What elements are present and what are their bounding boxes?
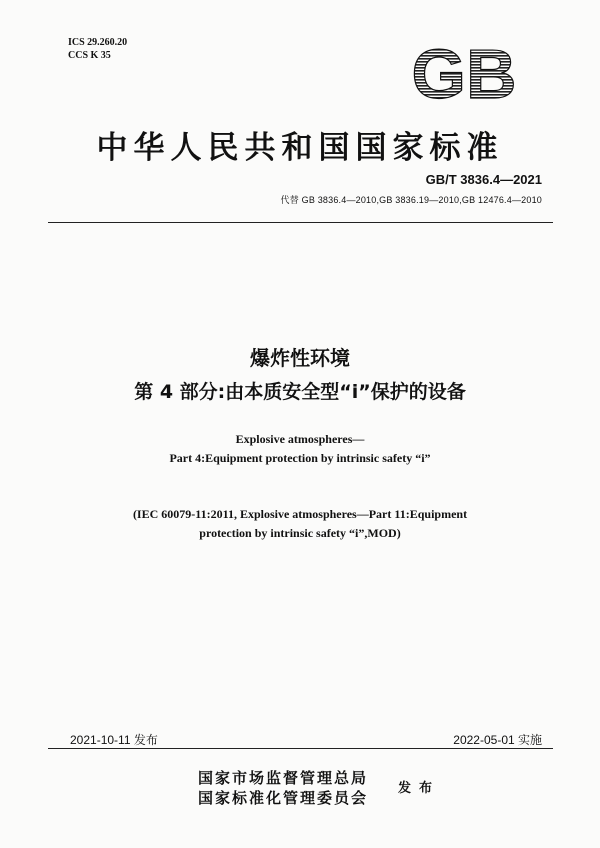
iec-reference-line2: protection by intrinsic safety “i”,MOD)	[199, 526, 401, 540]
issue-date: 2021-10-11 发布	[70, 733, 158, 747]
title-cn-line2: 第 4 部分:由本质安全型“i”保护的设备	[134, 381, 466, 403]
ics-code: ICS 29.260.20	[68, 37, 128, 48]
standard-number: GB/T 3836.4—2021	[425, 172, 542, 187]
footer-divider	[48, 748, 553, 749]
title-cn-line1: 爆炸性环境	[250, 346, 350, 370]
ccs-code: CCS K 35	[68, 50, 111, 61]
gb-logo-text: GB	[411, 40, 517, 104]
issuer-samr: 国家市场监督管理总局	[198, 769, 369, 787]
classification-codes	[68, 36, 127, 62]
title-en-line1: Explosive atmospheres—	[235, 432, 365, 446]
iec-reference-line1: (IEC 60079-11:2011, Explosive atmospheres—Part 11:Equipment	[132, 507, 468, 521]
issuing-authorities	[198, 768, 368, 808]
gb-logo-icon	[404, 40, 524, 104]
standard-type-title: 中华人民共和国国家标准	[96, 130, 504, 166]
implement-date: 2022-05-01 实施	[453, 733, 542, 747]
header-divider	[48, 222, 553, 223]
title-en-line2: Part 4:Equipment protection by intrinsic safety “i”	[169, 451, 431, 465]
issuer-sac: 国家标准化管理委员会	[198, 789, 369, 807]
publish-label: 发布	[398, 781, 441, 796]
replaces-note: 代替 GB 3836.4—2010,GB 3836.19—2010,GB 12476.4—2010	[280, 195, 542, 205]
